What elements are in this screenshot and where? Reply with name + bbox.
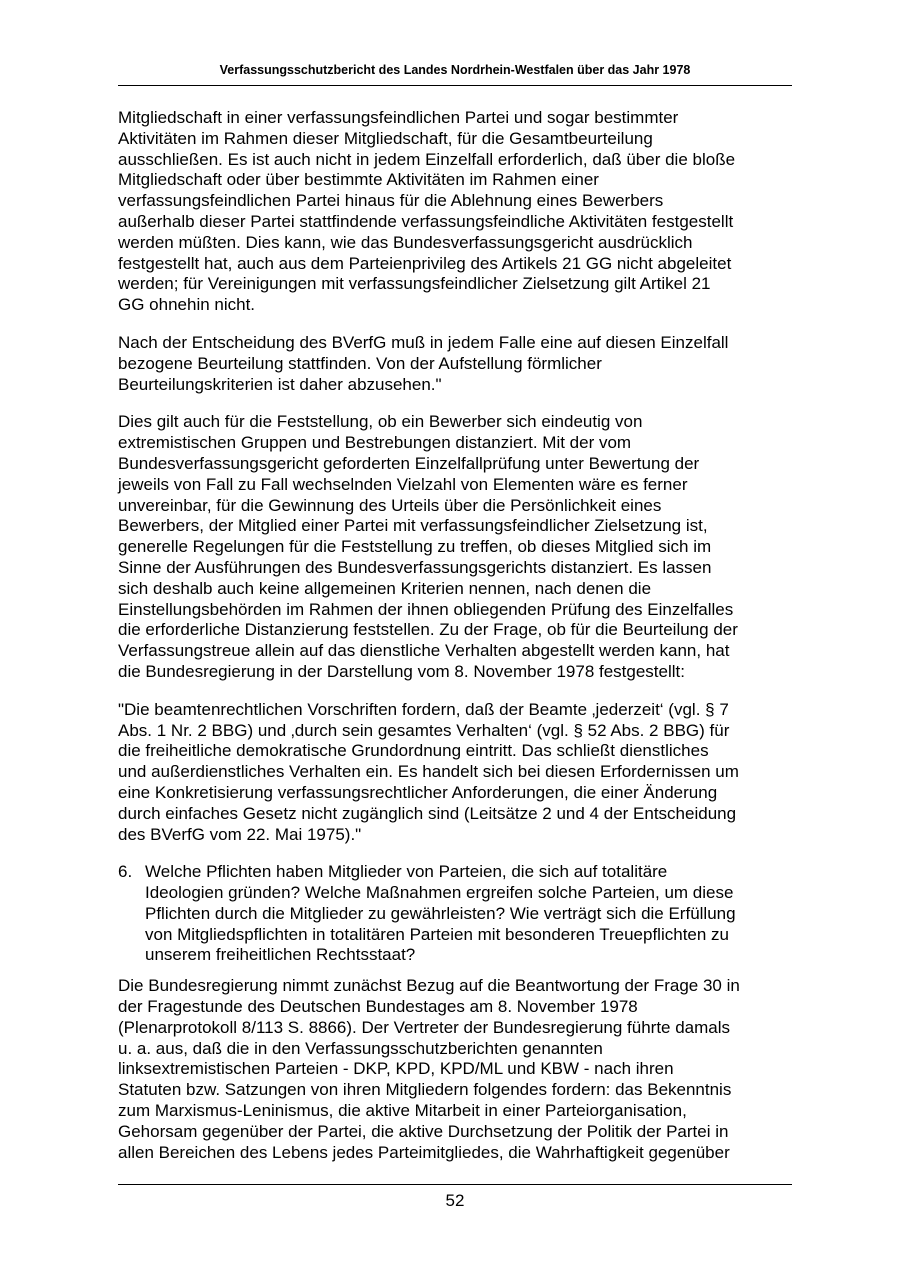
text-line: außerhalb dieser Partei stattfindende verfassungsfeindliche Aktivitäten festgestellt xyxy=(118,211,734,231)
text-line: GG ohnehin nicht. xyxy=(118,295,256,315)
text-line: Aktivitäten im Rahmen dieser Mitgliedschaft, für die Gesamtbeurteilung xyxy=(118,128,653,148)
text-line: die erforderliche Distanzierung feststellen. Zu der Frage, ob für die Beurteilung der xyxy=(118,620,738,640)
text-line: Einstellungsbehörden im Rahmen der ihnen obliegenden Prüfung des Einzelfalles xyxy=(118,599,734,619)
text-line: Gehorsam gegenüber der Partei, die aktive Durchsetzung der Politik der Partei in xyxy=(118,1121,729,1141)
text-line: Bundesverfassungsgericht geforderten Einzelfallprüfung unter Bewertung der xyxy=(118,453,700,473)
text-line: Dies gilt auch für die Feststellung, ob ein Bewerber sich eindeutig von xyxy=(118,412,643,432)
text-line: Statuten bzw. Satzungen von ihren Mitgliedern folgendes fordern: das Bekenntnis xyxy=(118,1080,732,1100)
text-line: werden müßten. Dies kann, wie das Bundesverfassungsgericht ausdrücklich xyxy=(118,232,693,252)
text-line: generelle Regelungen für die Feststellung zu treffen, ob dieses Mitglied sich im xyxy=(118,537,712,557)
text-line: Sinne der Ausführungen des Bundesverfassungsgerichts distanziert. Es lassen xyxy=(118,557,712,577)
text-line: unserem freiheitlichen Rechtsstaat? xyxy=(145,945,416,965)
text-line: ausschließen. Es ist auch nicht in jedem Einzelfall erforderlich, daß über die bloße xyxy=(118,149,736,169)
text-line: eine Konkretisierung verfassungsrechtlicher Anforderungen, die einer Änderung xyxy=(118,782,718,802)
text-line: Nach der Entscheidung des BVerfG muß in jedem Falle eine auf diesen Einzelfall xyxy=(118,332,729,352)
text-line: bezogene Beurteilung stattfinden. Von der Aufstellung förmlicher xyxy=(118,353,602,373)
text-line: Mitgliedschaft in einer verfassungsfeindlichen Partei und sogar bestimmter xyxy=(118,108,679,127)
text-line: linksextremistischen Parteien - DKP, KPD, KPD/ML und KBW - nach ihren xyxy=(118,1059,674,1079)
quote-paragraph xyxy=(118,700,792,846)
text-line: die freiheitliche demokratische Grundordnung eintritt. Das schließt dienstliches xyxy=(118,741,709,761)
text-line: Verfassungstreue allein auf das dienstliche Verhalten abgestellt werden kann, hat xyxy=(118,641,730,661)
text-line: Welche Pflichten haben Mitglieder von Parteien, die sich auf totalitäre xyxy=(145,862,668,882)
text-line: von Mitgliedspflichten in totalitären Parteien mit besonderen Treuepflichten zu xyxy=(145,924,730,944)
paragraph xyxy=(118,333,792,395)
footer-rule xyxy=(118,1184,792,1185)
numbered-question xyxy=(118,862,792,966)
text-line: sich deshalb auch keine allgemeinen Kriterien nennen, nach denen die xyxy=(118,578,652,598)
text-line: Die Bundesregierung nimmt zunächst Bezug auf die Beantwortung der Frage 30 in xyxy=(118,976,740,996)
text-line: u. a. aus, daß die in den Verfassungsschutzberichten genannten xyxy=(118,1038,603,1058)
text-line: und außerdienstliches Verhalten ein. Es handelt sich bei diesen Erfordernissen um xyxy=(118,762,739,782)
text-line: zum Marxismus-Leninismus, die aktive Mitarbeit in einer Parteiorganisation, xyxy=(118,1101,687,1121)
text-line: durch einfaches Gesetz nicht zugänglich sind (Leitsätze 2 und 4 der Entscheidung xyxy=(118,803,737,823)
body-text xyxy=(118,108,792,1180)
header-rule xyxy=(118,85,792,86)
text-line: verfassungsfeindlichen Partei hinaus für die Ablehnung eines Bewerbers xyxy=(118,191,664,211)
text-line: "Die beamtenrechtlichen Vorschriften fordern, daß der Beamte ‚jederzeit‘ (vgl. § 7 xyxy=(118,699,729,719)
text-line: des BVerfG vom 22. Mai 1975)." xyxy=(118,824,362,844)
text-line: Ideologien gründen? Welche Maßnahmen ergreifen solche Parteien, um diese xyxy=(145,883,734,903)
text-line: werden; für Vereinigungen mit verfassungsfeindlicher Zielsetzung gilt Artikel 21 xyxy=(118,274,711,294)
list-number: 6. xyxy=(118,862,133,882)
text-line: Pflichten durch die Mitglieder zu gewährleisten? Wie verträgt sich die Erfüllung xyxy=(145,903,736,923)
text-line: Beurteilungskriterien ist daher abzusehen." xyxy=(118,374,442,394)
running-header: Verfassungsschutzbericht des Landes Nordrhein-Westfalen über das Jahr 1978 xyxy=(219,63,691,77)
text-line: extremistischen Gruppen und Bestrebungen distanziert. Mit der vom xyxy=(118,433,632,453)
paragraph xyxy=(118,976,792,1163)
text-line: (Plenarprotokoll 8/113 S. 8866). Der Vertreter der Bundesregierung führte damals xyxy=(118,1017,731,1037)
text-line: Abs. 1 Nr. 2 BBG) und ‚durch sein gesamtes Verhalten‘ (vgl. § 52 Abs. 2 BBG) für xyxy=(118,720,730,740)
text-line: festgestellt hat, auch aus dem Parteienprivileg des Artikels 21 GG nicht abgeleitet xyxy=(118,253,732,273)
text-line: unvereinbar, für die Gewinnung des Urteils über die Persönlichkeit eines xyxy=(118,495,662,515)
text-line: der Fragestunde des Deutschen Bundestages am 8. November 1978 xyxy=(118,997,638,1017)
text-line: allen Bereichen des Lebens jedes Parteimitgliedes, die Wahrhaftigkeit gegenüber xyxy=(118,1142,730,1162)
paragraph xyxy=(118,412,792,682)
text-line: Bewerbers, der Mitglied einer Partei mit verfassungsfeindlicher Zielsetzung ist, xyxy=(118,516,708,536)
paragraph xyxy=(118,108,792,316)
text-line: jeweils von Fall zu Fall wechselnden Vielzahl von Elementen wäre es ferner xyxy=(118,474,688,494)
text-line: die Bundesregierung in der Darstellung vom 8. November 1978 festgestellt: xyxy=(118,661,685,681)
page-number: 52 xyxy=(445,1191,465,1210)
text-line: Mitgliedschaft oder über bestimmte Aktivitäten im Rahmen einer xyxy=(118,170,599,190)
